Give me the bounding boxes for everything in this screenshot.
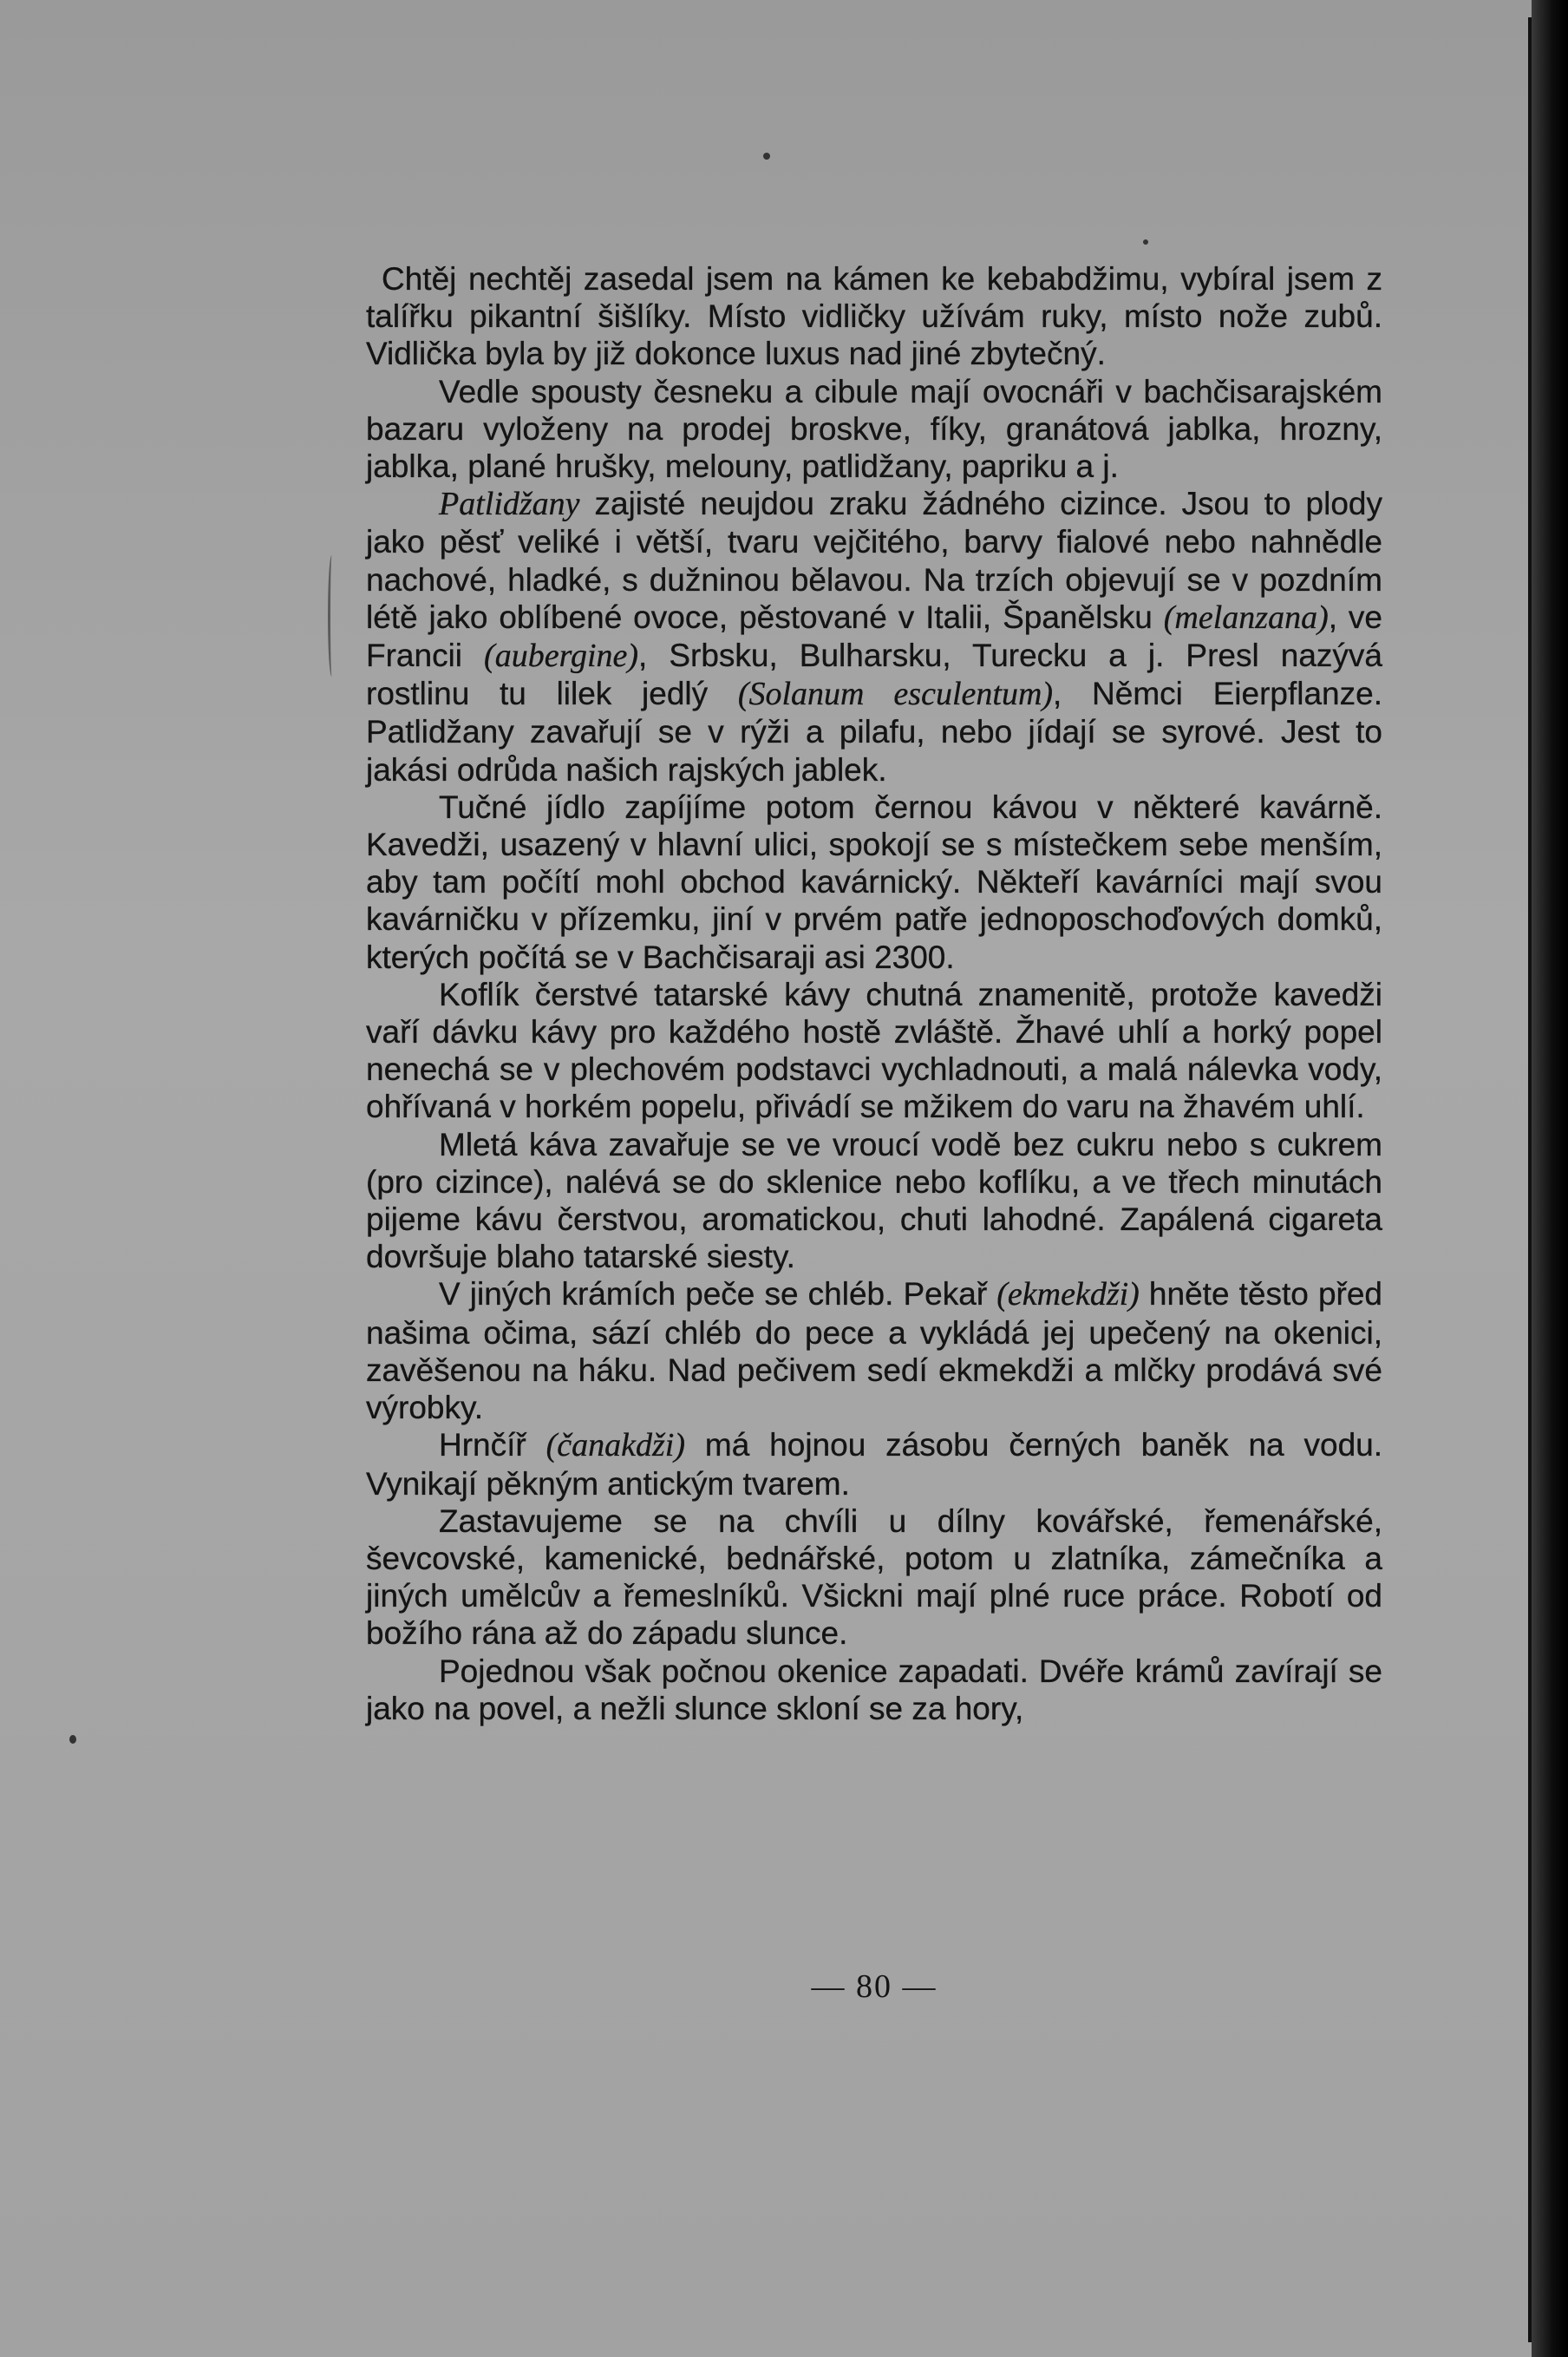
paragraph	[366, 485, 1382, 789]
text-run: Tučné jídlo zapíjíme potom černou kávou v některé kavárně. Kavedži, usazený v hlavní ulici, spokojí se s místečkem sebe menším, aby tam počítí mohl obchod kavárnický. Někteří kavárníci mají svou kavárničku v přízemku, jiní v prvém patře jednoposchoďových domků, kterých počítá se v Bachčisaraji asi 2300.	[366, 789, 1382, 975]
text-run: , Němci Eierpflanze. Patlidžany zavařují se v rýži a pilafu, nebo jídají se syrové. Jest to jakási odrůda našich rajských jablek.	[366, 676, 1382, 788]
text-run: má hojnou zásobu černých baněk na vodu. Vynikají pěkným antickým tvarem.	[366, 1427, 1383, 1502]
paragraph	[366, 260, 1382, 373]
text-run: hněte těsto před našima očima, sází chléb do pece a vykládá jej upečený na okenici, zavěšenou na háku. Nad pečivem sedí ekmekdži a mlčky prodává své výrobky.	[366, 1276, 1382, 1426]
paragraph	[366, 1126, 1382, 1276]
italic-term: (melanzana)	[1163, 599, 1329, 636]
text-run: Pojednou však počnou okenice zapadati. Dvéře krámů zavírají se jako na povel, a nežli slunce skloní se za hory,	[366, 1653, 1382, 1726]
paragraph	[366, 373, 1382, 486]
text-run: Koflík čerstvé tatarské kávy chutná znamenitě, protože kavedži vaří dávku kávy pro každého hostě zvláště. Žhavé uhlí a horký popel nenechá se v plechovém podstavci vychladnouti, a malá nálevka vody, ohřívaná v horkém popelu, přivádí se mžikem do varu na žhavém uhlí.	[366, 976, 1382, 1125]
paragraph	[366, 1653, 1382, 1727]
text-run: zajisté neujdou zraku žádného cizince. Jsou to plody jako pěsť veliké i větší, tvaru vejčitého, barvy fialové nebo nahnědle nachové, hladké, s dužninou bělavou. Na trzích objevují se v pozdním létě jako oblíbené ovoce, pěstované v Italii, Španělsku	[366, 486, 1382, 635]
italic-term: (ekmekdži)	[996, 1276, 1140, 1313]
text-run: , Srbsku, Bulharsku, Turecku a j. Presl nazývá rostlinu tu lilek jedlý	[366, 638, 1382, 712]
paragraph	[366, 976, 1382, 1126]
text-run: Chtěj nechtěj zasedal jsem na kámen ke kebabdžimu, vybíral jsem z talířku pikantní šišlíky. Místo vidličky užívám ruky, místo nože zubů. Vidlička byla by již dokonce luxus nad jiné zbytečný.	[366, 261, 1382, 372]
paragraph	[366, 1275, 1382, 1426]
paragraph	[366, 789, 1382, 976]
italic-term: (Solanum esculentum)	[737, 676, 1054, 713]
text-run: Zastavujeme se na chvíli u dílny kovářské, řemenářské, ševcovské, kamenické, bednářské, potom u zlatníka, zámečníka a jiných umělcův a řemeslníků. Všickni mají plné ruce práce. Robotí od božího rána až do západu slunce.	[366, 1503, 1382, 1652]
paper-speck	[1143, 239, 1148, 245]
paragraph	[366, 1426, 1382, 1502]
text-run: Mletá káva zavařuje se ve vroucí vodě bez cukru nebo s cukrem (pro cizince), nalévá se do sklenice nebo koflíku, a ve třech minutách pijeme kávu čerstvou, aromatickou, chuti lahodné. Zapálená cigareta dovršuje blaho tatarské siesty.	[366, 1126, 1382, 1275]
text-run: Hrnčíř	[439, 1427, 546, 1463]
italic-term: (čanakdži)	[546, 1427, 685, 1464]
text-run: Vedle spousty česneku a cibule mají ovocnáři v bachčisarajském bazaru vyloženy na prodej broskve, fíky, granátová jablka, hrozny, jablka, plané hrušky, melouny, patlidžany, papriku a j.	[366, 373, 1382, 485]
paragraph	[366, 1503, 1382, 1653]
italic-term: Patlidžany	[439, 486, 580, 523]
page-number: — 80 —	[811, 1968, 938, 2005]
body-text	[366, 260, 1382, 1727]
italic-term: (aubergine)	[484, 638, 639, 675]
scan-border	[1532, 0, 1568, 2357]
text-run: , ve Francii	[366, 599, 1383, 674]
margin-pencil-mark	[328, 555, 336, 677]
paper-speck	[69, 1735, 76, 1744]
text-run: V jiných krámích peče se chléb. Pekař	[439, 1276, 997, 1313]
paper-speck	[763, 153, 770, 160]
